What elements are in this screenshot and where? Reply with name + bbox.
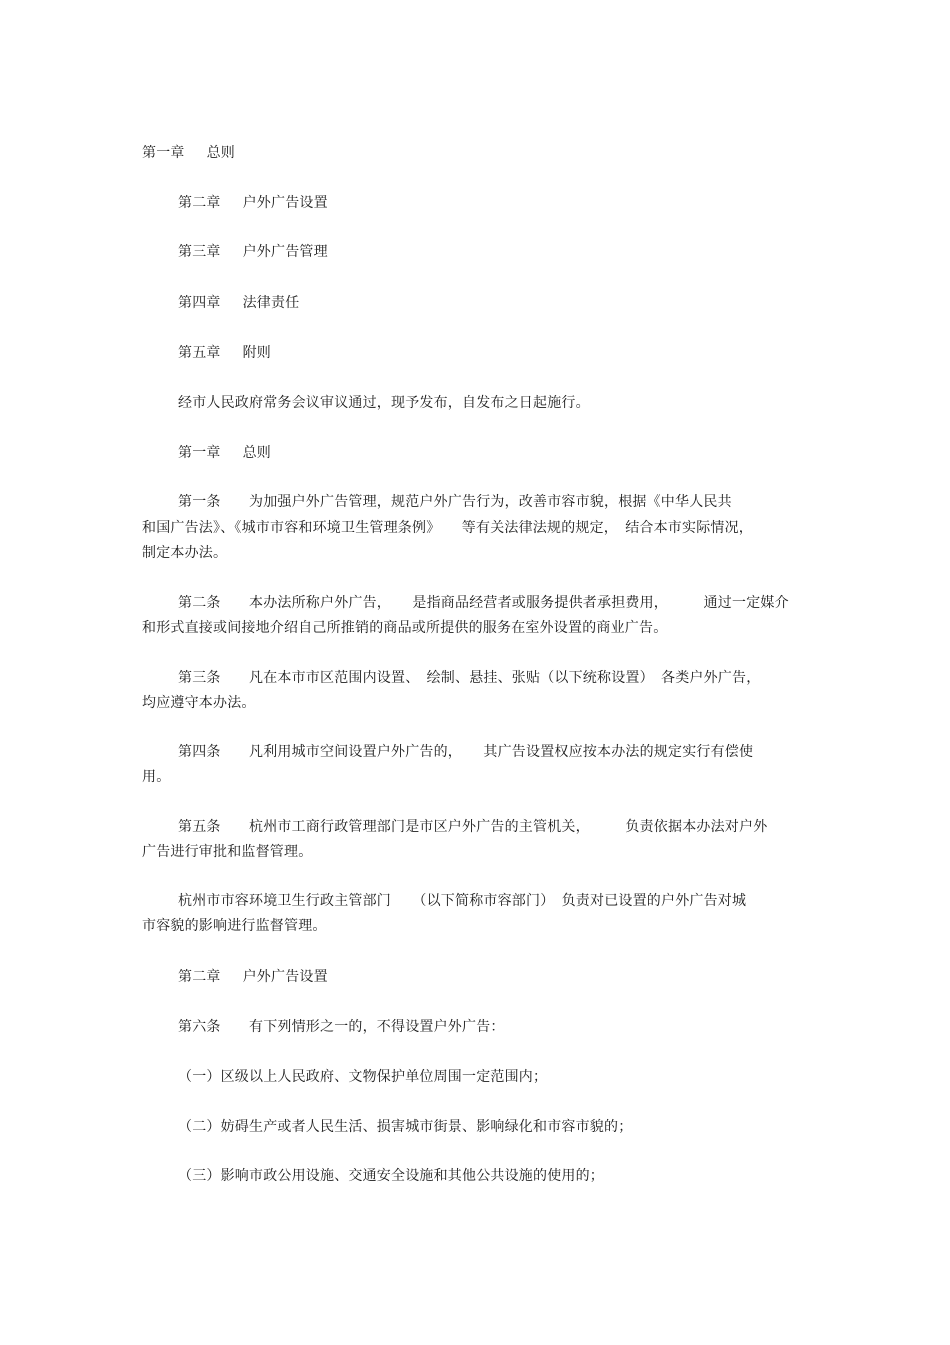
toc-chapter-title: 户外广告管理 (242, 244, 328, 260)
toc-chapter-title: 法律责任 (242, 295, 300, 311)
chapter-heading (178, 441, 271, 465)
toc-chapter-title: 附则 (242, 345, 272, 361)
toc-item-3 (178, 240, 328, 264)
toc-chapter-title: 户外广告设置 (242, 195, 328, 211)
toc-item-5 (178, 341, 271, 365)
article-line: 和国广告法》、《城市市容和环境卫生管理条例》 等有关法律法规的规定， 结合本市实际情况， (142, 520, 753, 536)
article-line: 制定本办法。 (142, 545, 228, 561)
toc-item-1 (142, 141, 235, 165)
article-line: 广告进行审批和监督管理。 (142, 844, 313, 860)
article-line: 第一条 为加强户外广告管理，规范户外广告行为，改善市容市貌，根据《中华人民共 (178, 494, 732, 510)
toc-chapter-number: 第四章 (178, 295, 221, 311)
toc-chapter-number: 第三章 (178, 244, 221, 260)
article-line: 杭州市市容环境卫生行政主管部门 （以下简称市容部门） 负责对已设置的户外广告对城 (178, 893, 747, 909)
toc-item-4 (178, 291, 299, 315)
list-item: （三）影响市政公用设施、交通安全设施和其他公共设施的使用的； (178, 1168, 604, 1184)
list-item: （一）区级以上人民政府、文物保护单位周围一定范围内； (178, 1069, 548, 1085)
toc-chapter-number: 第五章 (178, 345, 221, 361)
article-line: 第二条 本办法所称户外广告， 是指商品经营者或服务提供者承担费用， 通过一定媒介 (178, 595, 789, 611)
chapter-title: 总则 (242, 445, 272, 461)
chapter-number: 第二章 (178, 969, 221, 985)
chapter-number: 第一章 (178, 445, 221, 461)
toc-chapter-number: 第一章 (142, 145, 185, 161)
intro-text: 经市人民政府常务会议审议通过，现予发布，自发布之日起施行。 (178, 395, 590, 411)
toc-chapter-number: 第二章 (178, 195, 221, 211)
article-6: 第六条 有下列情形之一的，不得设置户外广告： (178, 1019, 505, 1035)
article-line: 市容貌的影响进行监督管理。 (142, 918, 327, 934)
toc-chapter-title: 总则 (206, 145, 236, 161)
article-line: 用。 (142, 769, 171, 785)
chapter-heading (178, 965, 328, 989)
article-line: 均应遵守本办法。 (142, 695, 256, 711)
article-line: 第三条 凡在本市市区范围内设置、 绘制、悬挂、张贴（以下统称设置） 各类户外广告， (178, 670, 761, 686)
article-line: 和形式直接或间接地介绍自己所推销的商品或所提供的服务在室外设置的商业广告。 (142, 620, 668, 636)
chapter-title: 户外广告设置 (242, 969, 328, 985)
article-line: 第五条 杭州市工商行政管理部门是市区户外广告的主管机关， 负责依据本办法对户外 (178, 819, 768, 835)
article-line: 第四条 凡利用城市空间设置户外广告的， 其广告设置权应按本办法的规定实行有偿使 (178, 744, 754, 760)
toc-item-2 (178, 191, 328, 215)
list-item: （二）妨碍生产或者人民生活、损害城市街景、影响绿化和市容市貌的； (178, 1119, 633, 1135)
